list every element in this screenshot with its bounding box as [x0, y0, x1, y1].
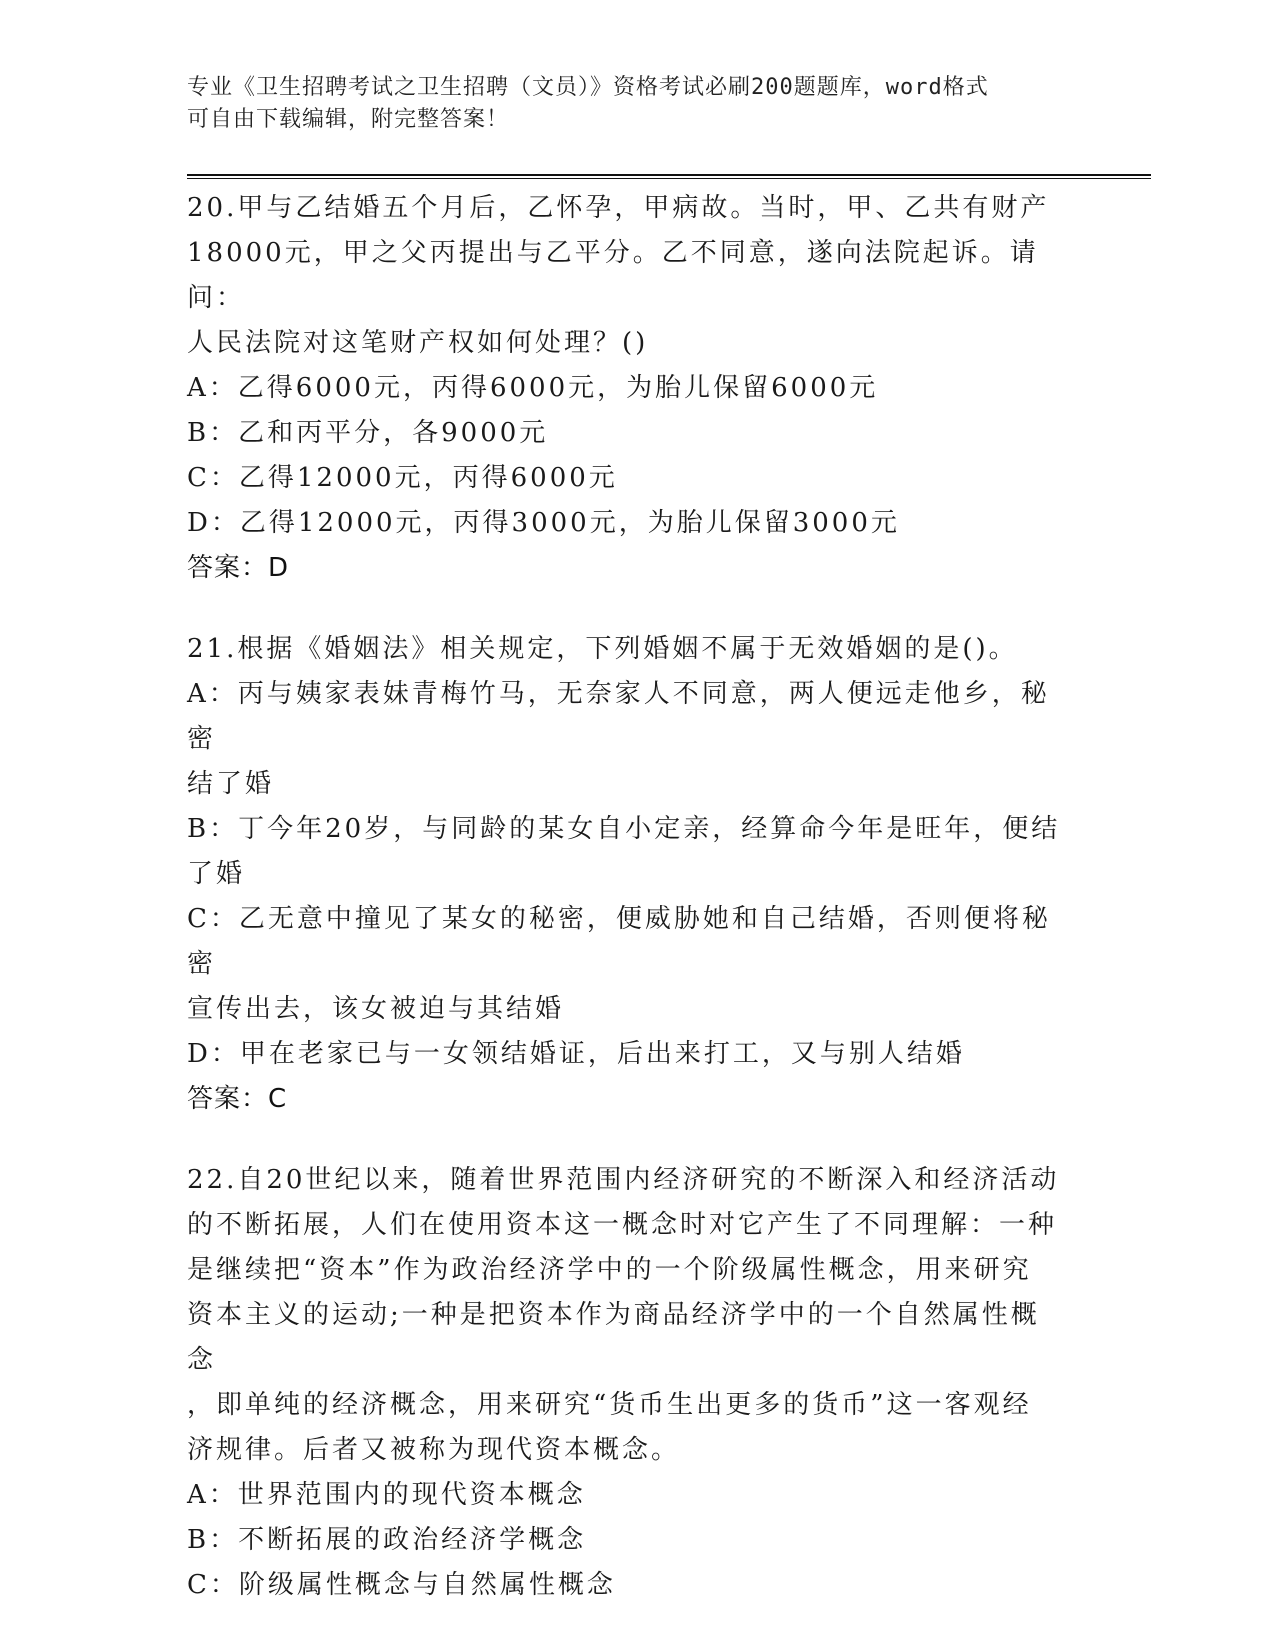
- question-text-line: 20.甲与乙结婚五个月后，乙怀孕，甲病故。当时，甲、乙共有财产: [187, 193, 1050, 223]
- question-20: [187, 186, 1067, 591]
- answer-label: 答案：C: [187, 1084, 288, 1114]
- question-text-line: 18000元，甲之父丙提出与乙平分。乙不同意，遂向法院起诉。请问：: [187, 238, 1039, 313]
- header-line-1: 专业《卫生招聘考试之卫生招聘（文员）》资格考试必刷200题题库，word格式: [187, 75, 989, 100]
- document-header: [187, 72, 1067, 136]
- option-a: A：乙得6000元，丙得6000元，为胎儿保留6000元: [187, 373, 879, 403]
- option-d: D：甲在老家已与一女领结婚证，后出来打工，又与别人结婚: [187, 1039, 965, 1069]
- question-text-line: 是继续把“资本”作为政治经济学中的一个阶级属性概念，用来研究: [187, 1255, 1032, 1285]
- answer-label: 答案：D: [187, 553, 290, 583]
- question-22: [187, 1158, 1067, 1608]
- question-21: [187, 627, 1067, 1122]
- option-b: B：丁今年20岁，与同龄的某女自小定亲，经算命今年是旺年，便结: [187, 814, 1061, 844]
- question-text-line: 21.根据《婚姻法》相关规定，下列婚姻不属于无效婚姻的是()。: [187, 634, 1018, 664]
- option-a-continued: 结了婚: [187, 769, 275, 799]
- question-text-line: 22.自20世纪以来，随着世界范围内经济研究的不断深入和经济活动: [187, 1165, 1060, 1195]
- header-divider: [187, 174, 1151, 180]
- question-text-line: 济规律。后者又被称为现代资本概念。: [187, 1435, 681, 1465]
- question-list: [187, 186, 1067, 1644]
- question-text-line: 的不断拓展，人们在使用资本这一概念时对它产生了不同理解：一种: [187, 1210, 1058, 1240]
- question-text-line: 资本主义的运动;一种是把资本作为商品经济学中的一个自然属性概念: [187, 1300, 1040, 1375]
- option-c: C：乙无意中撞见了某女的秘密，便威胁她和自己结婚，否则便将秘密: [187, 904, 1051, 979]
- question-text-line: ，即单纯的经济概念，用来研究“货币生出更多的货币”这一客观经: [187, 1390, 1032, 1420]
- option-a: A：丙与姨家表妹青梅竹马，无奈家人不同意，两人便远走他乡，秘密: [187, 679, 1050, 754]
- option-c: C：乙得12000元，丙得6000元: [187, 463, 618, 493]
- option-c-continued: 宣传出去，该女被迫与其结婚: [187, 994, 565, 1024]
- option-b: B：不断拓展的政治经济学概念: [187, 1525, 587, 1555]
- option-b: B：乙和丙平分，各9000元: [187, 418, 549, 448]
- option-a: A：世界范围内的现代资本概念: [187, 1480, 586, 1510]
- question-text-line: 人民法院对这笔财产权如何处理？(): [187, 328, 649, 358]
- option-c: C：阶级属性概念与自然属性概念: [187, 1570, 616, 1600]
- option-d: D：乙得12000元，丙得3000元，为胎儿保留3000元: [187, 508, 900, 538]
- header-line-2: 可自由下载编辑，附完整答案！: [187, 107, 510, 132]
- option-b-continued: 了婚: [187, 859, 246, 889]
